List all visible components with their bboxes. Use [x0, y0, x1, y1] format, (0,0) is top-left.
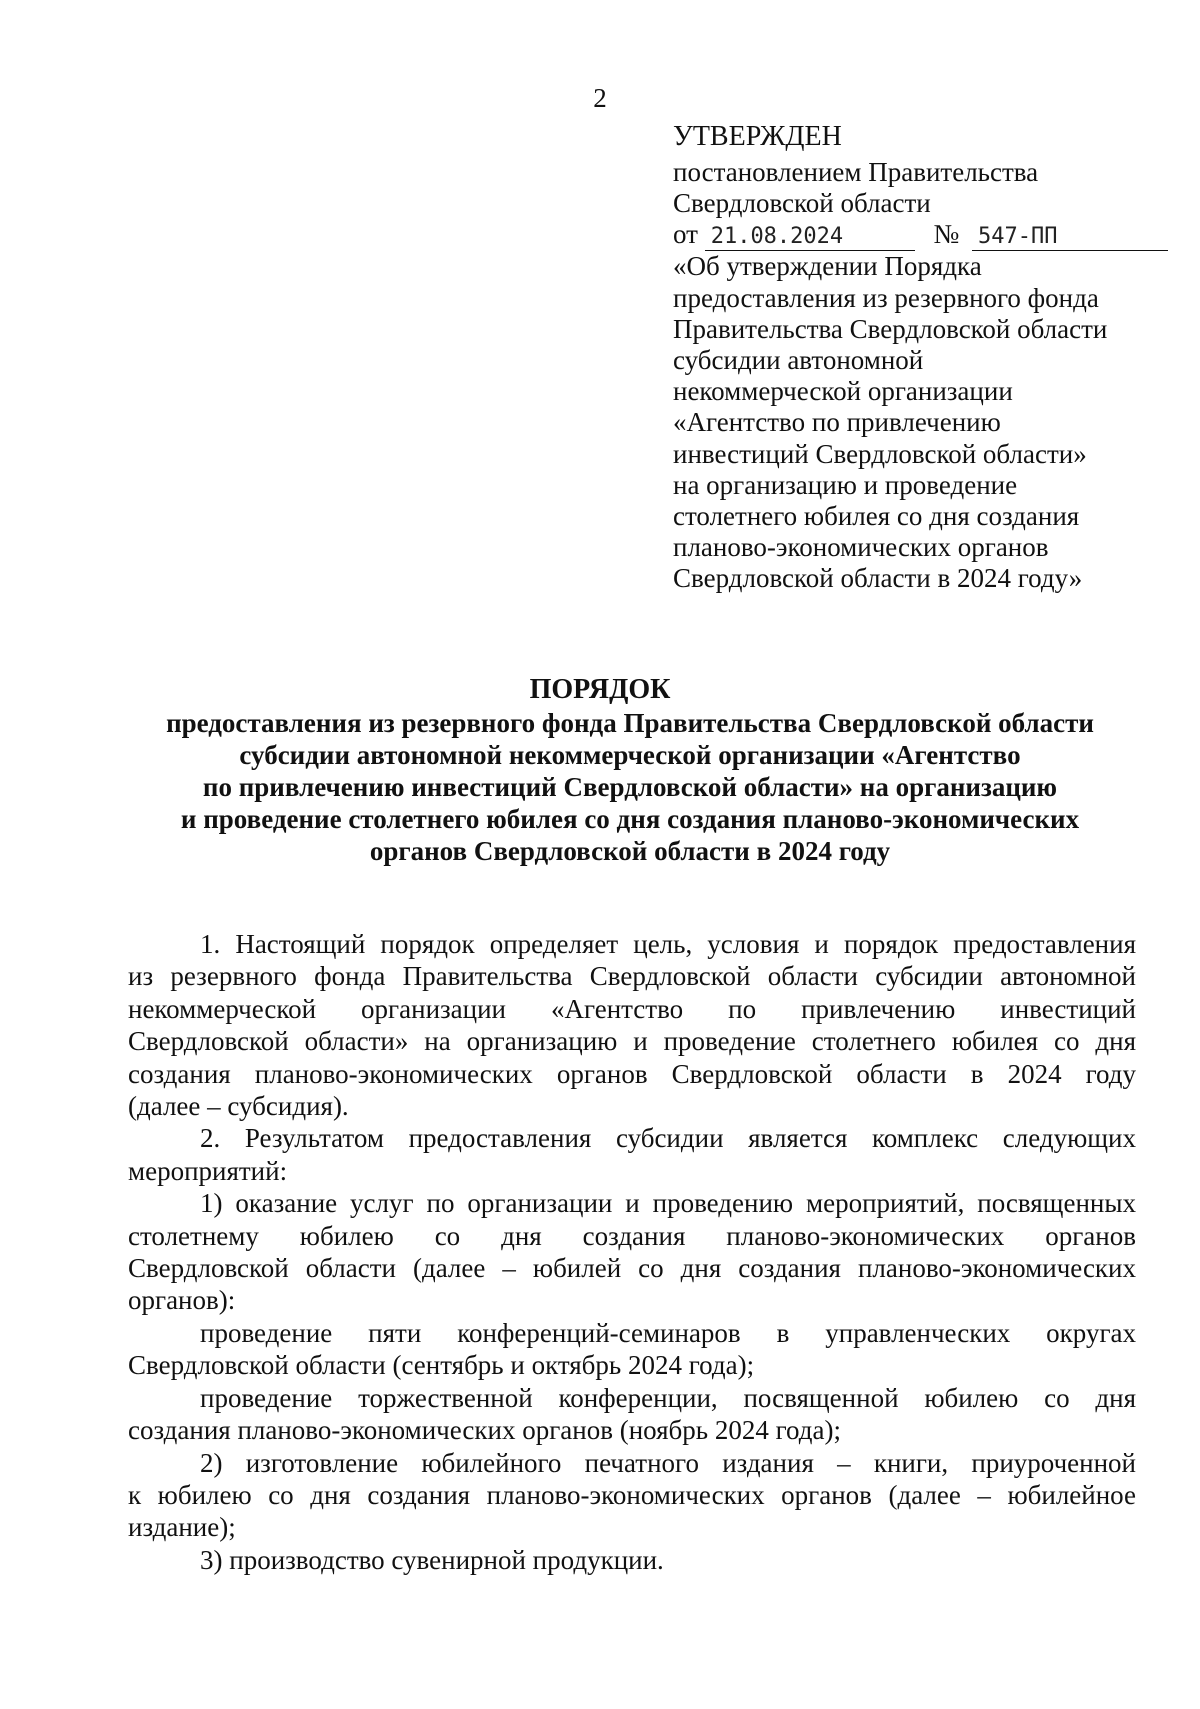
number-sign: № [933, 219, 960, 250]
approval-title: УТВЕРЖДЕН [673, 121, 842, 152]
paragraph-1 [128, 928, 1136, 1122]
approval-subject-line: субсидии автономной [673, 345, 924, 376]
approval-date: 21.08.2024 [705, 224, 915, 251]
approval-subject-line: предоставления из резервного фонда [673, 282, 1099, 313]
approval-subject-line: «Агентство по привлечению [673, 407, 1001, 438]
text-line: 2) изготовление юбилейного печатного издания – книги, приуроченной [200, 1447, 1136, 1478]
text-line: Свердловской области (сентябрь и октябрь 2024 года); [128, 1350, 755, 1381]
approval-number: 547-ПП [972, 224, 1168, 251]
subtitle-line: по привлечению инвестиций Свердловской области» на организацию [202, 772, 1058, 802]
approval-subject-line: столетнего юбилея со дня создания [673, 501, 1080, 532]
paragraph-6 [128, 1447, 1136, 1544]
approval-date-line [673, 219, 1173, 251]
paragraph-5 [128, 1382, 1136, 1447]
document-body [128, 928, 1136, 1576]
approval-line-1: постановлением Правительства [673, 157, 1039, 187]
paragraph-3 [128, 1187, 1136, 1317]
page-number: 2 [593, 83, 607, 113]
text-line: издание); [128, 1512, 236, 1543]
paragraph-7 [128, 1544, 1136, 1576]
approval-subject-line: планово-экономических органов [673, 532, 1049, 563]
text-line: столетнему юбилею со дня создания планово-экономических органов [128, 1220, 1136, 1251]
text-line: Свердловской области» на организацию и проведение столетнего юбилея со дня [128, 1026, 1136, 1057]
text-line: (далее – субсидия). [128, 1091, 349, 1122]
text-line: некоммерческой организации «Агентство по привлечению инвестиций [128, 993, 1136, 1024]
text-line: к юбилею со дня создания планово-экономических органов (далее – юбилейное [128, 1479, 1136, 1510]
approval-subject-line: Правительства Свердловской области [673, 313, 1108, 344]
approval-line-2: Свердловской области [673, 188, 931, 219]
text-line: 1. Настоящий порядок определяет цель, условия и порядок предоставления [200, 929, 1136, 959]
approval-subject-line: Свердловской области в 2024 году» [673, 563, 1083, 594]
text-line: Свердловской области (далее – юбилей со дня создания планово-экономических [128, 1253, 1136, 1284]
text-line: из резервного фонда Правительства Свердловской области субсидии автономной [128, 961, 1136, 992]
text-line: проведение торжественной конференции, посвященной юбилею со дня [200, 1382, 1136, 1413]
text-line: 2. Результатом предоставления субсидии является комплекс следующих [200, 1123, 1136, 1154]
approval-subject-line: на организацию и проведение [673, 469, 1018, 500]
text-line: проведение пяти конференций-семинаров в управленческих округах [200, 1317, 1136, 1348]
text-line: органов): [128, 1285, 236, 1316]
subtitle-line: и проведение столетнего юбилея со дня создания планово-экономических [180, 804, 1080, 834]
paragraph-2 [128, 1122, 1136, 1187]
subtitle-line: органов Свердловской области в 2024 году [369, 836, 891, 866]
approval-subject-line: «Об утверждении Порядка [673, 251, 982, 282]
text-line: мероприятий: [128, 1155, 288, 1186]
text-line: создания планово-экономических органов Свердловской области в 2024 году [128, 1058, 1136, 1089]
approval-block [673, 120, 1173, 595]
text-line: 3) производство сувенирной продукции. [200, 1544, 664, 1575]
document-title: ПОРЯДОК [529, 674, 671, 705]
document-subtitle [0, 707, 1200, 867]
text-line: 1) оказание услуг по организации и проведению мероприятий, посвященных [200, 1188, 1136, 1219]
approval-subject-line: инвестиций Свердловской области» [673, 438, 1087, 469]
subtitle-line: субсидии автономной некоммерческой организации «Агентство [239, 740, 1021, 770]
text-line: создания планово-экономических органов (ноябрь 2024 года); [128, 1415, 841, 1446]
approval-subject-line: некоммерческой организации [673, 376, 1013, 407]
paragraph-4 [128, 1317, 1136, 1382]
subtitle-line: предоставления из резервного фонда Правительства Свердловской области [166, 708, 1094, 738]
date-prefix: от [673, 219, 698, 250]
